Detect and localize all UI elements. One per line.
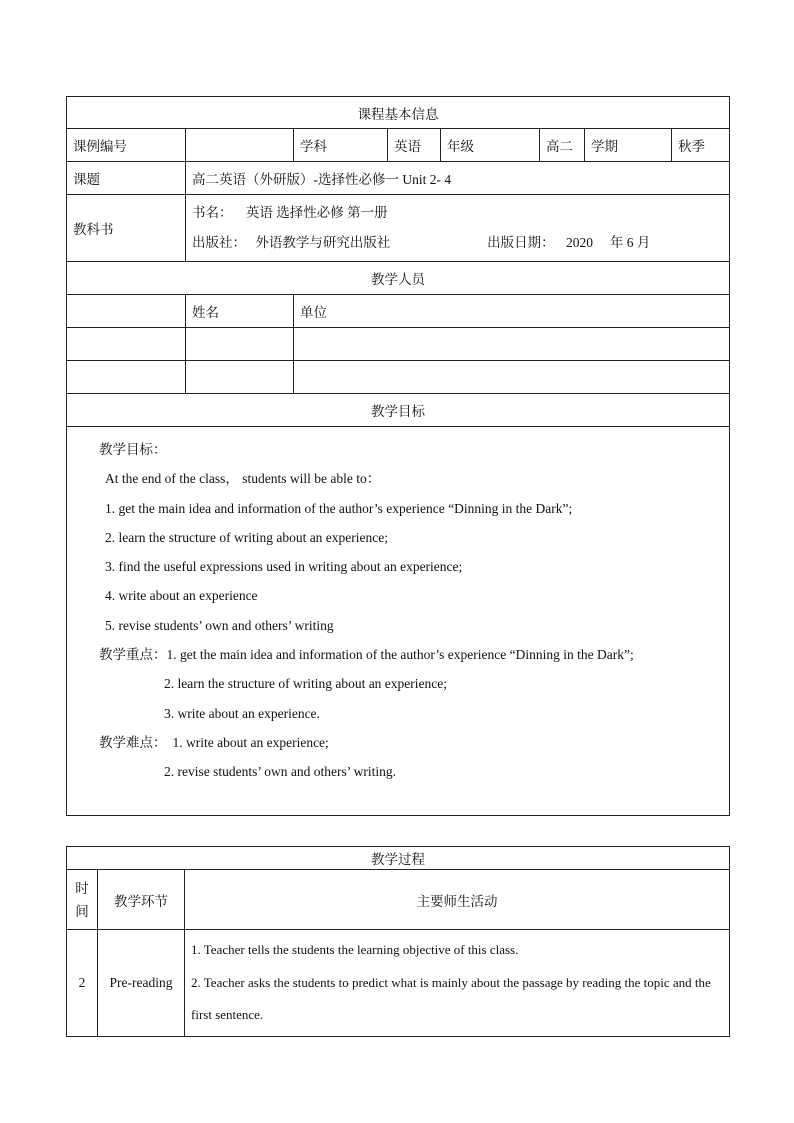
difficult-point-item: 2. revise students’ own and others’ writing. [164, 764, 396, 780]
activity-item: 1. Teacher tells the students the learning objective of this class. [191, 942, 519, 958]
subject-label: 学科 [294, 129, 388, 162]
time-header [67, 870, 98, 930]
objectives-content [67, 427, 730, 816]
staff-title: 教学人员 [67, 262, 730, 295]
staff-row [67, 328, 730, 361]
stage-header: 教学环节 [98, 870, 185, 930]
objective-item: 1. get the main idea and information of the author’s experience “Dinning in the Dark”; [105, 500, 573, 516]
table-row [67, 930, 730, 1037]
key-point-item: 3. write about an experience. [164, 705, 320, 721]
textbook-info [186, 195, 730, 262]
basic-info-table [66, 96, 730, 816]
process-time: 2 [67, 930, 98, 1037]
topic-value: 高二英语（外研版）-选择性必修一 Unit 2- 4 [186, 162, 730, 195]
process-table [66, 846, 730, 1037]
objective-item: 2. learn the structure of writing about an experience; [105, 529, 389, 545]
activity-item: 2. Teacher asks the students to predict what is mainly about the passage by reading the topic and the first sentence. [191, 974, 711, 1023]
objectives-intro: At the end of the class， students will be able to： [105, 471, 381, 487]
difficult-point-line [67, 728, 729, 757]
grade-label: 年级 [441, 129, 540, 162]
key-points-label: 教学重点： [99, 647, 167, 663]
difficult-points-label: 教学难点： [99, 734, 167, 750]
term-value: 秋季 [672, 129, 730, 162]
key-point-item: 2. learn the structure of writing about an experience; [164, 676, 448, 692]
term-label: 学期 [585, 129, 672, 162]
publisher-label: 出版社： [192, 235, 246, 250]
topic-label: 课题 [67, 162, 186, 195]
textbook-label: 教科书 [67, 195, 186, 262]
objective-item: 3. find the useful expressions used in writing about an experience; [105, 559, 463, 575]
publisher-value: 外语教学与研究出版社 [255, 235, 391, 250]
pub-date-value: 2020 年 6 月 [566, 235, 651, 250]
key-point-item: 1. get the main idea and information of the author’s experience “Dinning in the Dark”; [166, 647, 634, 663]
key-point-line [67, 640, 729, 669]
pub-date-label: 出版日期： [487, 235, 555, 250]
course-no-label: 课例编号 [67, 129, 186, 162]
objectives-title: 教学目标 [67, 394, 730, 427]
process-stage: Pre-reading [98, 930, 185, 1037]
staff-name-header: 姓名 [186, 295, 294, 328]
staff-row [67, 361, 730, 394]
staff-header-blank [67, 295, 186, 328]
process-activities [185, 930, 730, 1037]
activity-header: 主要师生活动 [185, 870, 730, 930]
difficult-point-item: 1. write about an experience; [172, 734, 329, 750]
grade-value: 高二 [540, 129, 585, 162]
time-header-char: 间 [75, 903, 89, 919]
process-title: 教学过程 [67, 847, 730, 870]
book-name-value: 英语 选择性必修 第一册 [245, 205, 388, 220]
objectives-heading: 教学目标： [99, 442, 167, 457]
objective-item: 4. write about an experience [105, 588, 258, 604]
objective-item: 5. revise students’ own and others’ writing [105, 617, 334, 633]
time-header-char: 时 [75, 880, 89, 896]
book-name-label: 书名： [192, 205, 233, 220]
staff-unit-header: 单位 [294, 295, 730, 328]
basic-info-title: 课程基本信息 [67, 97, 730, 129]
subject-value: 英语 [388, 129, 441, 162]
course-no-value [186, 129, 294, 162]
